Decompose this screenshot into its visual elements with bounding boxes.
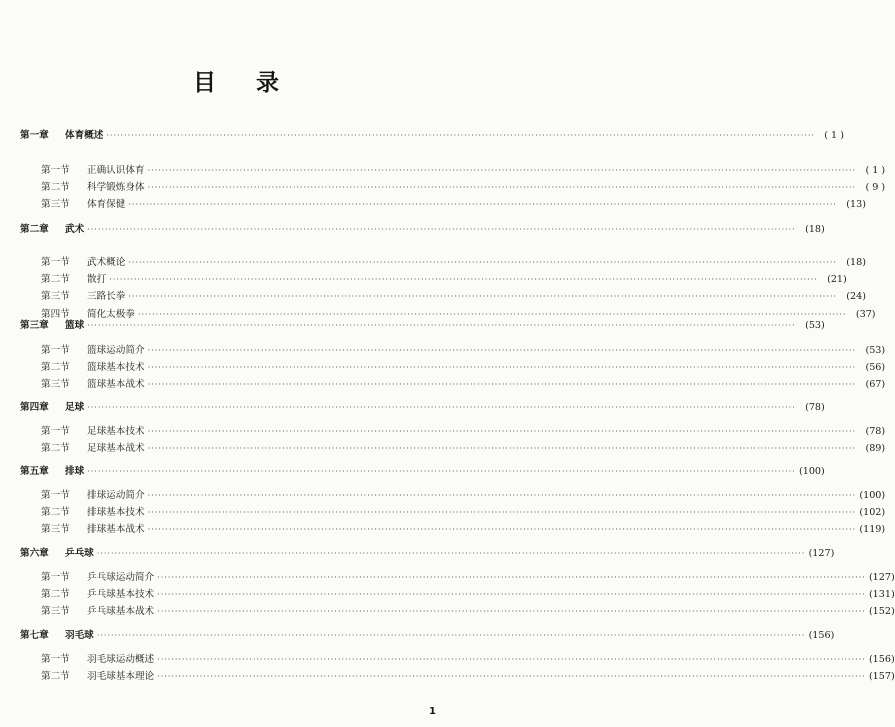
- leader-dots: ········································································································································································································: [106, 131, 815, 140]
- section-title: 乒乓球基本技术: [87, 589, 155, 600]
- section-title: 简化太极拳: [87, 309, 135, 320]
- chapter-page: (18): [805, 224, 825, 235]
- section-number: 第一节: [41, 257, 70, 268]
- section-page: (89): [865, 443, 886, 454]
- section-page: (157): [868, 671, 895, 682]
- section-page: (131): [868, 589, 895, 600]
- section-entry: [0, 197, 866, 213]
- leader-dots: ········································································································································································································: [157, 607, 866, 616]
- leader-dots: ········································································································································································································: [109, 275, 818, 284]
- chapter-page: (78): [805, 402, 825, 413]
- section-page: (156): [868, 654, 895, 665]
- section-page: (119): [859, 524, 886, 535]
- section-number: 第一节: [41, 572, 70, 583]
- chapter-page: ( 1 ): [824, 130, 844, 141]
- section-page: (78): [865, 426, 886, 437]
- section-title: 羽毛球基本理论: [87, 671, 155, 682]
- section-label: [41, 377, 145, 393]
- section-entry: [0, 604, 895, 620]
- section-number: 第二节: [41, 507, 70, 518]
- leader-dots: ········································································································································································································: [157, 672, 866, 681]
- section-entry: [0, 505, 886, 521]
- chapter-title: 武术: [65, 224, 85, 235]
- chapter-label: [20, 464, 84, 480]
- section-page: (127): [868, 572, 895, 583]
- chapter-number: 第五章: [20, 466, 49, 477]
- chapter-label: [20, 546, 94, 562]
- section-title: 篮球基本技术: [87, 362, 145, 373]
- chapter-number: 第六章: [20, 548, 49, 559]
- chapter-number: 第三章: [20, 320, 49, 331]
- section-number: 第二节: [41, 274, 70, 285]
- section-page: (152): [868, 606, 895, 617]
- leader-dots: ········································································································································································································: [87, 467, 796, 476]
- section-title: 足球基本技术: [87, 426, 145, 437]
- leader-dots: ········································································································································································································: [87, 225, 796, 234]
- leader-dots: ········································································································································································································: [157, 655, 866, 664]
- section-entry: [0, 522, 886, 538]
- section-page: (56): [865, 362, 886, 373]
- section-label: [41, 343, 145, 359]
- section-label: [41, 272, 106, 288]
- chapter-title: 足球: [65, 402, 85, 413]
- leader-dots: ········································································································································································································: [147, 427, 857, 436]
- section-label: [41, 669, 154, 685]
- leader-dots: ········································································································································································································: [147, 444, 857, 453]
- leader-dots: ········································································································································································································: [147, 380, 857, 389]
- section-label: [41, 488, 145, 504]
- section-entry: [0, 343, 886, 359]
- leader-dots: ········································································································································································································: [128, 258, 837, 267]
- section-number: 第三节: [41, 524, 70, 535]
- section-number: 第二节: [41, 182, 70, 193]
- section-label: [41, 587, 154, 603]
- section-entry: [0, 272, 847, 288]
- section-title: 羽毛球运动概述: [87, 654, 155, 665]
- section-title: 排球基本技术: [87, 507, 145, 518]
- leader-dots: ········································································································································································································: [147, 183, 857, 192]
- section-entry: [0, 377, 886, 393]
- chapter-entry: [0, 400, 825, 416]
- section-number: 第一节: [41, 490, 70, 501]
- section-page: (102): [859, 507, 886, 518]
- section-entry: [0, 652, 895, 668]
- chapter-number: 第二章: [20, 224, 49, 235]
- section-label: [41, 604, 154, 620]
- chapter-number: 第七章: [20, 630, 49, 641]
- chapter-number: 第一章: [20, 130, 49, 141]
- section-label: [41, 505, 145, 521]
- section-page: (13): [846, 199, 866, 210]
- section-page: (24): [846, 291, 866, 302]
- chapter-title: 羽毛球: [65, 630, 94, 641]
- leader-dots: ········································································································································································································: [157, 573, 866, 582]
- section-title: 武术概论: [87, 257, 126, 268]
- section-label: [41, 570, 154, 586]
- section-label: [41, 522, 145, 538]
- chapter-entry: [0, 546, 835, 562]
- leader-dots: ········································································································································································································: [147, 363, 857, 372]
- section-label: [41, 255, 125, 271]
- section-title: 排球基本战术: [87, 524, 145, 535]
- chapter-entry: [0, 628, 835, 644]
- section-number: 第二节: [41, 443, 70, 454]
- section-entry: [0, 255, 866, 271]
- chapter-label: [20, 222, 84, 238]
- section-label: [41, 289, 125, 305]
- section-title: 篮球基本战术: [87, 379, 145, 390]
- section-entry: [0, 587, 895, 603]
- chapter-label: [20, 128, 103, 144]
- section-page: ( 1 ): [865, 165, 886, 176]
- chapter-label: [20, 400, 84, 416]
- section-title: 乒乓球运动简介: [87, 572, 155, 583]
- chapter-label: [20, 628, 94, 644]
- section-entry: [0, 441, 886, 457]
- chapter-title: 体育概述: [65, 130, 104, 141]
- section-page: (100): [859, 490, 886, 501]
- section-entry: [0, 570, 895, 586]
- section-title: 乒乓球基本战术: [87, 606, 155, 617]
- chapter-entry: [0, 318, 825, 334]
- page-number: 1: [429, 706, 436, 717]
- chapter-number: 第四章: [20, 402, 49, 413]
- section-entry: [0, 488, 886, 504]
- chapter-entry: [0, 464, 825, 480]
- section-number: 第三节: [41, 606, 70, 617]
- section-entry: [0, 424, 886, 440]
- section-entry: [0, 180, 886, 196]
- section-number: 第一节: [41, 165, 70, 176]
- section-title: 排球运动简介: [87, 490, 145, 501]
- chapter-page: (53): [805, 320, 825, 331]
- leader-dots: ········································································································································································································: [128, 292, 837, 301]
- section-title: 篮球运动简介: [87, 345, 145, 356]
- section-number: 第三节: [41, 291, 70, 302]
- chapter-title: 排球: [65, 466, 85, 477]
- chapter-page: (127): [808, 548, 835, 559]
- section-page: (37): [855, 309, 876, 320]
- chapter-page: (100): [798, 466, 825, 477]
- section-number: 第二节: [41, 589, 70, 600]
- section-number: 第二节: [41, 362, 70, 373]
- leader-dots: ········································································································································································································: [147, 508, 857, 517]
- section-title: 体育保健: [87, 199, 126, 210]
- section-label: [41, 360, 145, 376]
- section-number: 第二节: [41, 671, 70, 682]
- leader-dots: ········································································································································································································: [147, 491, 857, 500]
- section-title: 三路长拳: [87, 291, 126, 302]
- section-number: 第一节: [41, 345, 70, 356]
- section-entry: [0, 360, 886, 376]
- chapter-entry: [0, 222, 825, 238]
- section-label: [41, 180, 145, 196]
- section-entry: [0, 163, 886, 179]
- section-page: ( 9 ): [865, 182, 886, 193]
- chapter-entry: [0, 128, 844, 144]
- section-page: (18): [846, 257, 866, 268]
- section-title: 正确认识体育: [87, 165, 145, 176]
- chapter-label: [20, 318, 84, 334]
- section-title: 足球基本战术: [87, 443, 145, 454]
- section-label: [41, 197, 125, 213]
- section-page: (67): [865, 379, 886, 390]
- page-title: 目 录: [192, 70, 295, 96]
- leader-dots: ········································································································································································································: [128, 200, 837, 209]
- chapter-title: 篮球: [65, 320, 85, 331]
- section-label: [41, 424, 145, 440]
- section-label: [41, 652, 154, 668]
- section-page: (53): [865, 345, 886, 356]
- section-number: 第一节: [41, 654, 70, 665]
- section-label: [41, 163, 145, 179]
- leader-dots: ········································································································································································································: [137, 310, 847, 319]
- chapter-page: (156): [808, 630, 835, 641]
- section-number: 第一节: [41, 426, 70, 437]
- leader-dots: ········································································································································································································: [147, 166, 857, 175]
- leader-dots: ········································································································································································································: [147, 346, 857, 355]
- leader-dots: ········································································································································································································: [157, 590, 866, 599]
- section-entry: [0, 289, 866, 305]
- section-title: 科学锻炼身体: [87, 182, 145, 193]
- leader-dots: ········································································································································································································: [147, 525, 857, 534]
- chapter-title: 乒乓球: [65, 548, 94, 559]
- leader-dots: ········································································································································································································: [87, 321, 796, 330]
- section-page: (21): [827, 274, 847, 285]
- section-number: 第三节: [41, 379, 70, 390]
- leader-dots: ········································································································································································································: [87, 403, 796, 412]
- section-number: 第三节: [41, 199, 70, 210]
- section-title: 散打: [87, 274, 107, 285]
- leader-dots: ········································································································································································································: [96, 631, 806, 640]
- leader-dots: ········································································································································································································: [96, 549, 806, 558]
- section-number: 第四节: [41, 309, 70, 320]
- section-entry: [0, 669, 895, 685]
- section-label: [41, 441, 145, 457]
